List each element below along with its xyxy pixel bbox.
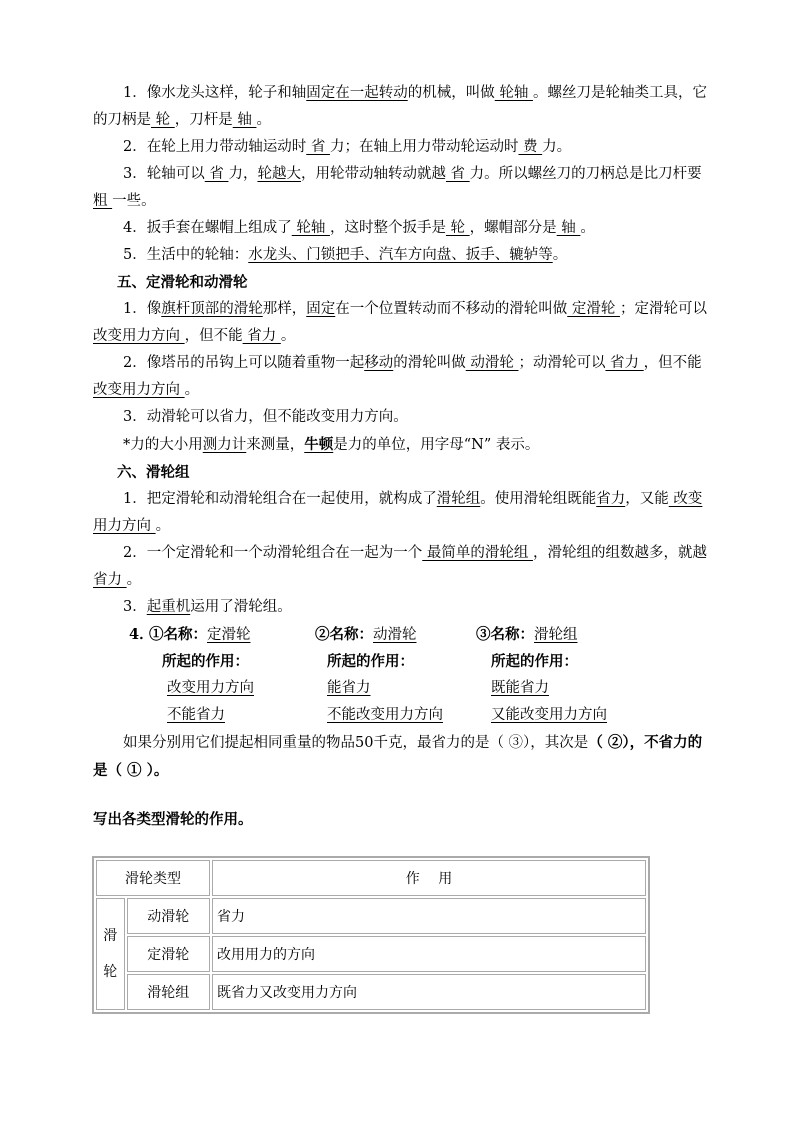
purpose-label-3: 所起的作用： [491, 653, 578, 670]
effect-movable-1: 能省力 [327, 680, 371, 696]
pulley-effects-table [92, 856, 650, 1014]
name-pulley-block: ③名称：滑轮组 [476, 626, 578, 643]
row-type: 动滑轮 [127, 898, 211, 934]
name-fixed-pulley: ①名称：定滑轮 [149, 626, 251, 643]
row-effect: 既省力又改变用力方向 [212, 974, 646, 1010]
document-body [93, 80, 711, 785]
effect-row-1 [93, 675, 711, 702]
paragraph-wheel-axle-3: 3．轮轴可以 省 力，轮越大，用轮带动轴转动就越 省 力。所以螺丝刀的刀柄总是比刀杆要 粗 一些。 [93, 166, 702, 209]
pulley-names-row [93, 621, 711, 648]
row-effect: 省力 [212, 898, 646, 934]
effect-movable-2: 不能改变用力方向 [327, 707, 443, 723]
table-header-row [96, 860, 646, 896]
effect-block-1: 既能省力 [491, 680, 549, 696]
table-row [96, 936, 646, 972]
effect-row-2 [93, 702, 711, 729]
name-movable-pulley: ②名称：动滑轮 [315, 626, 417, 643]
item-number: 4． [129, 626, 154, 643]
paragraph-wheel-axle-1: 1．像水龙头这样，轮子和轴固定在一起转动的机械，叫做 轮轴 。螺丝刀是轮轴类工具，它的刀柄是 轮 ，刀杆是 轴 。 [93, 85, 707, 128]
paragraph-block-3: 3．起重机运用了滑轮组。 [123, 599, 292, 615]
paragraph-wheel-axle-2: 2．在轮上用力带动轴运动时 省 力；在轴上用力带动轮运动时 费 力。 [123, 139, 572, 155]
question-paragraph: 如果分别用它们提起相同重量的物品50千克，最省力的是（ ③），其次是（ ②），不省力的是（ ① ）。 [93, 734, 703, 779]
paragraph-force-note: *力的大小用测力计来测量，牛顿是力的单位，用字母“N” 表示。 [123, 436, 540, 453]
table-row [96, 974, 646, 1010]
paragraph-pulley-3: 3．动滑轮可以省力，但不能改变用力方向。 [123, 409, 408, 425]
paragraph-wheel-axle-4: 4．扳手套在螺帽上组成了 轮轴 ，这时整个扳手是 轮 ，螺帽部分是 轴 。 [123, 220, 595, 236]
effect-fixed-1: 改变用力方向 [167, 680, 254, 696]
row-type: 滑轮组 [127, 974, 211, 1010]
table-title: 写出各类型滑轮的作用。 [93, 811, 253, 828]
group-label: 滑 轮 [96, 898, 125, 1010]
section-heading-5: 五、定滑轮和动滑轮 [117, 274, 248, 291]
paragraph-pulley-1: 1．像旗杆顶部的滑轮那样，固定在一个位置转动而不移动的滑轮叫做 定滑轮 ；定滑轮可以 改变用力方向 ，但不能 省力 。 [93, 301, 707, 344]
paragraph-block-1: 1．把定滑轮和动滑轮组合在一起使用，就构成了滑轮组。使用滑轮组既能省力，又能 改变用力方向 。 [93, 491, 703, 534]
effect-fixed-2: 不能省力 [167, 707, 225, 723]
header-type: 滑轮类型 [96, 860, 210, 896]
paragraph-block-2: 2．一个定滑轮和一个动滑轮组合在一起为一个 最简单的滑轮组 ，滑轮组的组数越多，就越 省力 。 [93, 545, 707, 588]
purpose-row [93, 648, 711, 675]
table-row [96, 898, 646, 934]
purpose-label-1: 所起的作用： [162, 653, 249, 670]
row-type: 定滑轮 [127, 936, 211, 972]
effect-block-2: 又能改变用力方向 [491, 707, 607, 723]
paragraph-wheel-axle-5: 5．生活中的轮轴：水龙头、门锁把手、汽车方向盘、扳手、辘轳等。 [123, 247, 568, 263]
purpose-label-2: 所起的作用： [327, 653, 414, 670]
header-effect: 作 用 [212, 860, 646, 896]
paragraph-pulley-2: 2．像塔吊的吊钩上可以随着重物一起移动的滑轮叫做 动滑轮 ；动滑轮可以 省力 ，但不能 改变用力方向 。 [93, 355, 702, 398]
section-heading-6: 六、滑轮组 [117, 464, 190, 481]
row-effect: 改用用力的方向 [212, 936, 646, 972]
